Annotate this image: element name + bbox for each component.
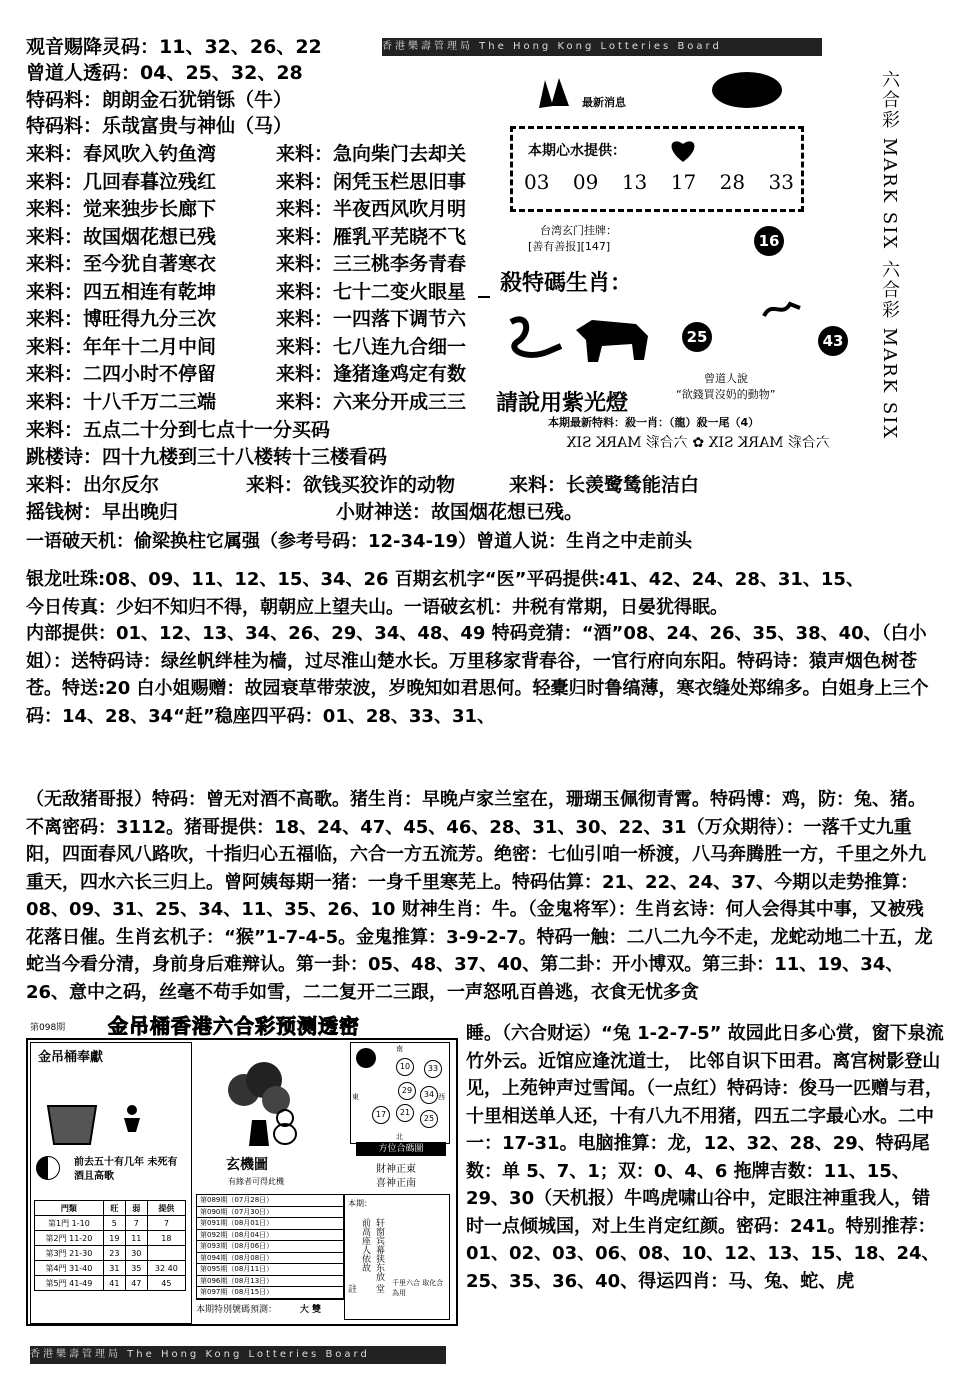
compass-number: 34 xyxy=(420,1086,438,1104)
table-cell: 第5門 41-49 xyxy=(35,1276,104,1291)
tema-line-1: 特码料：朗朗金石犹销铄（牛） xyxy=(26,89,293,111)
history-list xyxy=(196,1194,344,1300)
ben-qi: 本期： xyxy=(348,1199,372,1208)
triple-item-2: 来料：欲钱买狡诈的动物 xyxy=(246,474,456,496)
triple-item-1: 来料：出尔反尔 xyxy=(26,474,160,496)
news-number: 03 xyxy=(524,170,550,194)
laoliao-right: 来料：三三桃李务青春 xyxy=(276,253,467,275)
kill-ball-2: 43 xyxy=(818,326,848,356)
news-box xyxy=(510,126,804,212)
fangwei-title: 方位合碼圖 xyxy=(356,1142,446,1156)
table-row xyxy=(35,1246,186,1261)
fangwei-line-1: 財神正東 xyxy=(376,1164,416,1175)
news-number: 13 xyxy=(621,170,648,194)
table-row xyxy=(35,1231,186,1246)
laoliao-right: 来料：闲凭玉栏思旧事 xyxy=(276,170,467,193)
zhu-text: 千里六合 取化合為用 xyxy=(392,1279,444,1297)
laoliao-right: 来料：一四落下调节六 xyxy=(276,308,467,330)
history-row: 第096期（08月13日） xyxy=(197,1276,343,1288)
laoliao-single: 来料：五点二十分到七点十一分买码 xyxy=(26,419,331,441)
table-row xyxy=(35,1276,186,1291)
laoliao-row xyxy=(26,170,467,194)
top-banner: 香港樂壽管理局 The Hong Kong Lotteries Board xyxy=(382,38,822,56)
laoliao-left: 来料：博旺得九分三次 xyxy=(26,308,217,330)
table-cell: 19 xyxy=(103,1231,125,1246)
news-number: 28 xyxy=(719,170,746,194)
laoliao-row xyxy=(26,335,467,359)
table-cell xyxy=(147,1246,185,1261)
tw-ball: 16 xyxy=(754,226,784,256)
table-cell: 23 xyxy=(103,1246,125,1261)
news-number: 33 xyxy=(768,170,794,194)
history-row: 第097期（08月15日） xyxy=(197,1287,343,1299)
compass-number: 33 xyxy=(424,1060,442,1078)
triple-item-3: 来料：长羡鹭鸶能洁白 xyxy=(509,474,700,496)
table-header: 提供 xyxy=(147,1201,185,1216)
predict-line: 本期特別號碼預測： 大 雙 xyxy=(196,1305,322,1315)
compass-south: 南 xyxy=(396,1045,403,1053)
laoliao-right: 来料：雁乳平芜晓不飞 xyxy=(276,225,467,248)
news-title: 最新消息 xyxy=(582,96,626,109)
kill-ball-1: 25 xyxy=(682,322,712,352)
zhuge-paragraph: （无敌猪哥报）特码：曾无对酒不高歌。猪生肖：早晚卢家兰室在，珊瑚玉佩彻青霄。特码博：鸡，防：兔、猪。不离密码：3112。猪哥提供：18、24、47、45、46、28、31、30、22、31（万众期待）：一落千丈九重阳，四面春风八路吹，十指归心五福临，六合一方五流芳。绝密：七仙引咱一桥渡，八马奔腾胜一方，千里之外九重天，四水六长三归上。曾阿姨每期一猪：一身千里寒芜上。特码估算：21、22、24、37、今期以走势推算：08、09、31、25、34、11、35、26、10 财神生肖：牛。（金鬼将军）：生肖玄诗：何人会得其中事，又被残花落日催。生肖玄机子：“猴”1-7-4-5。金鬼推算：3-9-2-7。特码一触：二八二九今不走，龙蛇动地二十五，龙蛇当今看分清，身前身后难辩认。第一卦：05、48、37、40、第二卦：开小博双。第三卦：11、19、34、26、意中之码，丝毫不苟手如雪，二二复开二三跟，一声怒吼百兽逃，衣食无忧多贪 xyxy=(26,789,933,1003)
center-title: 玄機圖 xyxy=(226,1157,268,1173)
table-header: 旺 xyxy=(103,1201,125,1216)
tema-line-2: 特码料：乐哉富贵与神仙（马） xyxy=(26,115,293,137)
laoliao-left: 来料：春风吹入钓鱼湾 xyxy=(26,143,217,165)
center-sub: 有緣者可得此機 xyxy=(228,1177,284,1186)
compass-east: 東 xyxy=(352,1093,359,1101)
history-row: 第092期（08月04日） xyxy=(197,1230,343,1242)
logo-icon xyxy=(535,76,575,112)
kill-bottom: 本期最新特料：殺一肖：（龍）殺一尾（4） xyxy=(548,416,760,429)
laoliao-left: 来料：觉来独步长廊下 xyxy=(26,198,217,220)
table-cell: 7 xyxy=(125,1216,147,1231)
history-row: 第091期（08月01日） xyxy=(197,1218,343,1230)
vertical-mark-six-2: 六合彩 MARK SIX xyxy=(879,260,900,441)
history-row: 第094期（08月08日） xyxy=(197,1253,343,1265)
compass-number: 29 xyxy=(398,1082,416,1100)
laoliao-row xyxy=(26,225,467,249)
fangwei-line-2: 喜神正南 xyxy=(376,1178,416,1189)
bucket-icon xyxy=(42,1100,102,1148)
table-header: 弱 xyxy=(125,1201,147,1216)
news-number: 17 xyxy=(670,170,697,194)
neibu-paragraph: 内部提供：01、12、13、34、26、29、34、48、49 特码竞猜：“酒”08、24、26、35、38、40、（白小姐）：送特码诗：绿丝帆绊桂为樯，过尽淮山楚水长。万里移家背春谷，一官行府向东阳。特码诗：猿声烟色树苍苍。特送:20 白小姐赐赠：故园衰草带荥波，岁晚知如君思何。轻橐归时鲁缟薄，寒衣缝处郑绵多。白姐身上三个码：14、28、34“赶”稳座四平码：01、28、33、31、 xyxy=(26,623,929,727)
table-cell: 5 xyxy=(103,1216,125,1231)
laoliao-right: 来料：急向柴门去却关 xyxy=(276,143,467,165)
tiaolou-line: 跳楼诗：四十九楼到三十八楼转十三楼看码 xyxy=(26,446,388,468)
tiger-icon xyxy=(572,314,652,364)
snake-icon xyxy=(505,312,563,360)
history-row: 第089期（07月28日） xyxy=(197,1195,343,1207)
table-cell: 45 xyxy=(147,1276,185,1291)
news-number: 09 xyxy=(572,170,599,194)
table-cell: 32 40 xyxy=(147,1261,185,1276)
table-cell: 41 xyxy=(103,1276,125,1291)
divider xyxy=(478,296,490,298)
laoliao-row xyxy=(26,280,467,304)
laoliao-left: 来料：四五相连有乾坤 xyxy=(26,280,217,303)
yaoqian-item: 摇钱树：早出晚归 xyxy=(26,501,179,523)
news-label: 本期心水提供： xyxy=(528,143,626,159)
yinyang-icon xyxy=(36,1156,60,1180)
laoliao-row xyxy=(26,307,467,331)
bagua-icon xyxy=(356,1048,376,1068)
history-row: 第095期（08月11日） xyxy=(197,1264,343,1276)
right-poem: 轩窗宾幕狭东放 堂前高座人依故 xyxy=(360,1218,384,1293)
laoliao-right: 来料：半夜西风吹月明 xyxy=(276,198,467,220)
table-cell: 35 xyxy=(125,1261,147,1276)
table-cell: 11 xyxy=(125,1231,147,1246)
laoliao-right: 来料：六来分开成三三 xyxy=(276,390,467,413)
table-cell: 第3門 21-30 xyxy=(35,1246,104,1261)
laoliao-left: 来料：十八千万二三端 xyxy=(26,390,217,413)
triple-line xyxy=(26,473,700,497)
dragon-icon xyxy=(762,298,802,320)
figure-icon xyxy=(120,1104,144,1134)
laoliao-left: 来料：二四小时不停留 xyxy=(26,363,217,385)
table-row xyxy=(35,1216,186,1231)
table-header: 門類 xyxy=(35,1201,104,1216)
table-cell: 31 xyxy=(103,1261,125,1276)
zengdaoren-line: 曾道人透码：04、25、32、28 xyxy=(26,62,303,84)
laoliao-right: 来料：七八连九合细一 xyxy=(276,335,467,358)
tw-title: 台湾玄门挂牌： xyxy=(540,224,617,237)
compass-number: 21 xyxy=(396,1104,414,1122)
table-row xyxy=(35,1261,186,1276)
slogan: 請說用紫光燈 xyxy=(496,390,629,416)
heart-icon xyxy=(668,136,698,164)
yiyu-line: 一语破天机：偷梁换柱它属强（参考号码：12-34-19）曾道人说：生肖之中走前头 xyxy=(26,531,693,552)
chick-icon xyxy=(270,1106,300,1146)
laoliao-row xyxy=(26,197,467,221)
compass-number: 25 xyxy=(420,1110,438,1128)
right-column: 睡。（六合财运）“兔 1-2-7-5” 故园此日多心赏，窗下泉流竹外云。近馆应逢沈道士， 比邻自识下田君。离宫树影登山见，上苑钟声过雪闻。（一点红）特码诗：俊马一匹赠与君，十里相送单人还，十有八九不用猪，四五二字最心水。二中一：17-31。电脑推算：龙，12、32、28、29、特码尾数：单 5、7、1；双：0、4、6 拖牌吉数：11、15、29、30（天机报）牛鸣虎啸山谷中，定眼注神重我人，错时一点倾城国，对上生肖定红颜。密码：241。特别推荐：01、02、03、06、08、10、12、13、15、18、24、25、35、36、40、得运四肖：马、兔、蛇、虎 xyxy=(466,1023,944,1292)
guanyin-line: 观音赐降灵码：11、32、26、22 xyxy=(26,36,322,58)
table-cell: 第4門 31-40 xyxy=(35,1261,104,1276)
laoliao-row xyxy=(26,252,467,276)
table-cell: 47 xyxy=(125,1276,147,1291)
history-row: 第090期（07月30日） xyxy=(197,1207,343,1219)
laoliao-row xyxy=(26,390,467,414)
compass-north: 北 xyxy=(396,1133,403,1141)
table-cell: 30 xyxy=(125,1246,147,1261)
yinlong-line: 银龙吐珠:08、09、11、12、15、34、26 百期玄机字“医”平码提供:41、42、24、28、31、15、 xyxy=(26,569,864,590)
table-cell: 18 xyxy=(147,1231,185,1246)
laoliao-left: 来料：至今犹自著寒衣 xyxy=(26,253,217,275)
zhu-label: 註 xyxy=(348,1285,358,1295)
bottom-banner: 香港樂壽管理局 The Hong Kong Lotteries Board xyxy=(30,1346,446,1364)
kill-title: 殺特碼生肖： xyxy=(500,270,633,296)
compass-west: 西 xyxy=(438,1093,445,1101)
compass-number: 17 xyxy=(372,1106,390,1124)
quote: “欲錢買沒奶的動物” xyxy=(676,388,776,401)
xiaocaishen-item: 小财神送：故国烟花想已残。 xyxy=(336,501,584,523)
news-numbers xyxy=(524,170,794,194)
table-cell: 7 xyxy=(147,1216,185,1231)
vertical-mark-six-1: 六合彩 MARK SIX xyxy=(879,70,900,251)
laoliao-right: 来料：逢猪逢鸡定有数 xyxy=(276,363,467,385)
compass-number: 10 xyxy=(396,1058,414,1076)
laoliao-left: 来料：年年十二月中间 xyxy=(26,335,217,358)
quote-title: 曾道人說 xyxy=(704,372,748,385)
mark-six-logo-icon xyxy=(712,72,782,108)
inset-poem: 前去五十有几年 未死有酒且高歌 xyxy=(74,1157,178,1182)
laoliao-row xyxy=(26,362,467,386)
laoliao-row xyxy=(26,142,467,166)
laoliao-left: 来料：几回春暮泣残红 xyxy=(26,170,217,193)
inset-issue: 第098期 xyxy=(30,1023,66,1033)
laoliao-left: 来料：故国烟花想已残 xyxy=(26,225,217,248)
mark-six-strip: 六合彩 MARK SIX ✿ 六合彩 MARK SIX xyxy=(566,435,830,451)
inset-table xyxy=(34,1200,186,1291)
jinri-line: 今日传真：少妇不知归不得，朝朝应上望夫山。一语破玄机：井税有常期，日晏犹得眠。 xyxy=(26,597,728,618)
inset-left-title: 金吊桶奉獻 xyxy=(38,1050,104,1065)
inset-title: 金吊桶香港六合彩预测透密 xyxy=(108,1014,360,1038)
history-row: 第093期（08月06日） xyxy=(197,1241,343,1253)
table-cell: 第1門 1-10 xyxy=(35,1216,104,1231)
laoliao-right: 来料：七十二变火眼星 xyxy=(276,280,467,303)
table-cell: 第2門 11-20 xyxy=(35,1231,104,1246)
yaoqian-line xyxy=(26,500,584,524)
tw-value: [善有善报][147] xyxy=(528,240,611,253)
